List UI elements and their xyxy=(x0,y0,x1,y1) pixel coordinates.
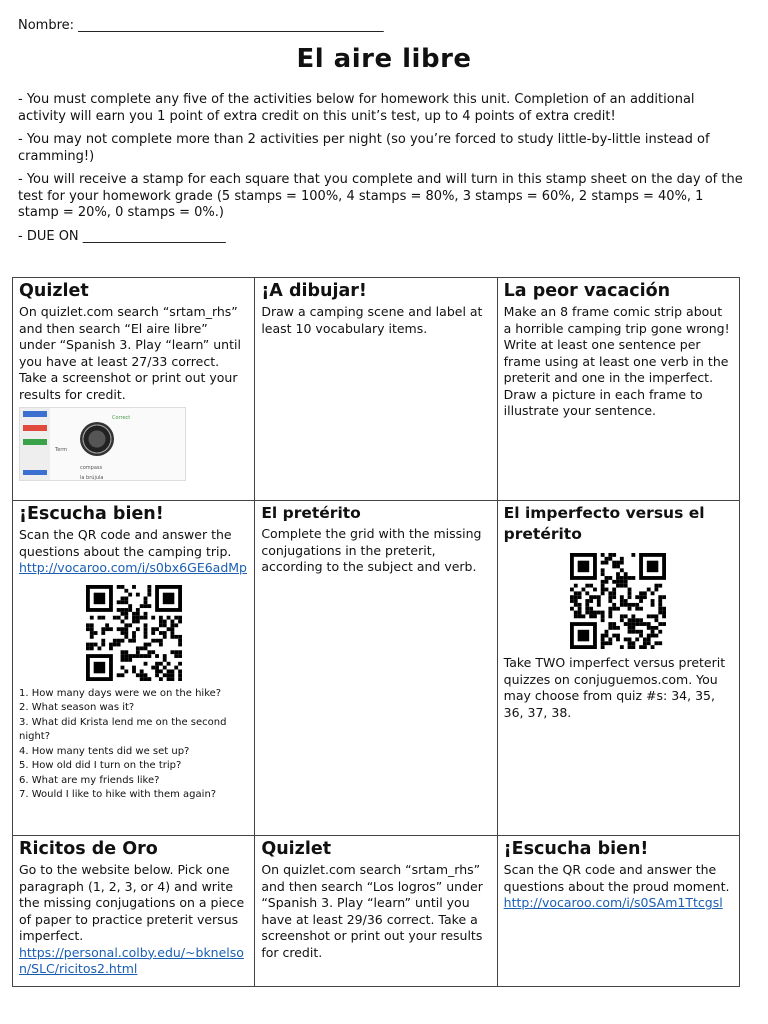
cell-title: ¡Escucha bien! xyxy=(19,504,164,524)
cell-body: Draw a camping scene and label at least 10 vocabulary items. xyxy=(261,304,483,336)
cell-la-peor-vacacion xyxy=(497,278,739,501)
cell-a-dibujar xyxy=(255,278,497,501)
cell-body: Go to the website below. Pick one paragraph (1, 2, 3, or 4) and write the missing conjugations on a piece of paper to practice preterit versus imperfect. xyxy=(19,862,245,943)
list-item: 5. How old did I turn on the trip? xyxy=(19,760,182,771)
cell-title: Quizlet xyxy=(19,281,89,301)
list-item: 6. What are my friends like? xyxy=(19,774,160,786)
cell-escucha-bien-1 xyxy=(13,501,255,836)
cell-body: On quizlet.com search “srtam_rhs” and then search “Los logros” under “Spanish 3. Play “learn” until you have at least 29/36 correct. Take a screenshot or print out your results for credit. xyxy=(261,862,483,960)
cell-quizlet-los-logros xyxy=(255,836,497,987)
cell-el-preterito xyxy=(255,501,497,836)
due-date-line: - DUE ON ______________________ xyxy=(18,228,226,244)
cell-escucha-bien-2 xyxy=(497,836,739,987)
qr-code-icon xyxy=(570,553,666,649)
cell-body: Scan the QR code and answer the questions about the camping trip. xyxy=(19,527,232,559)
rule-3: - You will receive a stamp for each square that you complete and will turn in this stamp sheet on the day of the test for your homework grade (5 stamps = 100%, 4 stamps = 80%, 3 stamps = 60%, 2 stamps = 40%, 1 stamp = 20%, 0 stamps = 0%.) xyxy=(18,172,743,220)
list-item: 4. How many tents did we set up? xyxy=(19,745,190,757)
cell-title: La peor vacación xyxy=(503,281,671,301)
cell-title: ¡A dibujar! xyxy=(261,281,367,301)
cell-body: Scan the QR code and answer the questions about the proud moment. xyxy=(503,862,730,894)
name-line[interactable]: Nombre: _______________________________________________ xyxy=(18,18,384,33)
rule-2: - You may not complete more than 2 activities per night (so you’re forced to study little-by-little instead of cramming!) xyxy=(18,132,710,164)
cell-body: Take TWO imperfect versus preterit quizzes on conjuguemos.com. You may choose from quiz #s: 34, 35, 36, 37, 38. xyxy=(503,655,726,720)
question-list xyxy=(19,687,248,803)
cell-body: Make an 8 frame comic strip about a horrible camping trip gone wrong! Write at least one sentence per frame using at least one verb in the preterit and one in the imperfect. Draw a picture in each frame to illustrate your sentence. xyxy=(503,304,730,418)
screenshot-correct-label: Correct xyxy=(112,415,131,421)
list-item: 3. What did Krista lend me on the second night? xyxy=(19,716,227,742)
quizlet-screenshot-image xyxy=(19,407,186,481)
cell-imperfecto-versus-preterito xyxy=(497,501,739,836)
screenshot-term: compass xyxy=(80,465,103,471)
screenshot-definition: la brújula xyxy=(80,475,104,481)
page-title: El aire libre xyxy=(296,44,472,74)
list-item: 1. How many days were we on the hike? xyxy=(19,687,222,699)
cell-ricitos-de-oro xyxy=(13,836,255,987)
vocaroo-link-2[interactable]: http://vocaroo.com/i/s0SAm1Ttcgsl xyxy=(503,895,723,910)
activity-grid xyxy=(12,277,740,987)
compass-icon xyxy=(80,422,114,456)
rule-1: - You must complete any five of the activities below for homework this unit. Completion of an additional activity will earn you 1 point of extra credit on this unit’s test, up to 4 points of extra credit! xyxy=(18,92,695,124)
cell-title: ¡Escucha bien! xyxy=(503,839,649,859)
list-item: 7. Would I like to hike with them again? xyxy=(19,789,217,800)
ricitos-link[interactable]: https://personal.colby.edu/~bknelson/SLC/ricitos2.html xyxy=(19,944,244,976)
cell-quizlet-el-aire-libre xyxy=(13,278,255,501)
cell-title: El imperfecto versus el pretérito xyxy=(503,504,705,543)
qr-code-icon xyxy=(86,585,182,681)
instructions xyxy=(18,92,746,252)
cell-body: Complete the grid with the missing conjugations in the preterit, according to the subject and verb. xyxy=(261,526,482,574)
cell-title: El pretérito xyxy=(261,504,361,522)
cell-body: On quizlet.com search “srtam_rhs” and then search “El aire libre” under “Spanish 3. Play “learn” until you have at least 27/33 correct. Take a screenshot or print out your results for credit. xyxy=(19,304,241,402)
screenshot-side-label: Term xyxy=(55,447,68,453)
cell-title: Ricitos de Oro xyxy=(19,839,158,859)
vocaroo-link-1[interactable]: http://vocaroo.com/i/s0bx6GE6adMp xyxy=(19,560,247,575)
cell-title: Quizlet xyxy=(261,839,332,859)
list-item: 2. What season was it? xyxy=(19,702,135,713)
